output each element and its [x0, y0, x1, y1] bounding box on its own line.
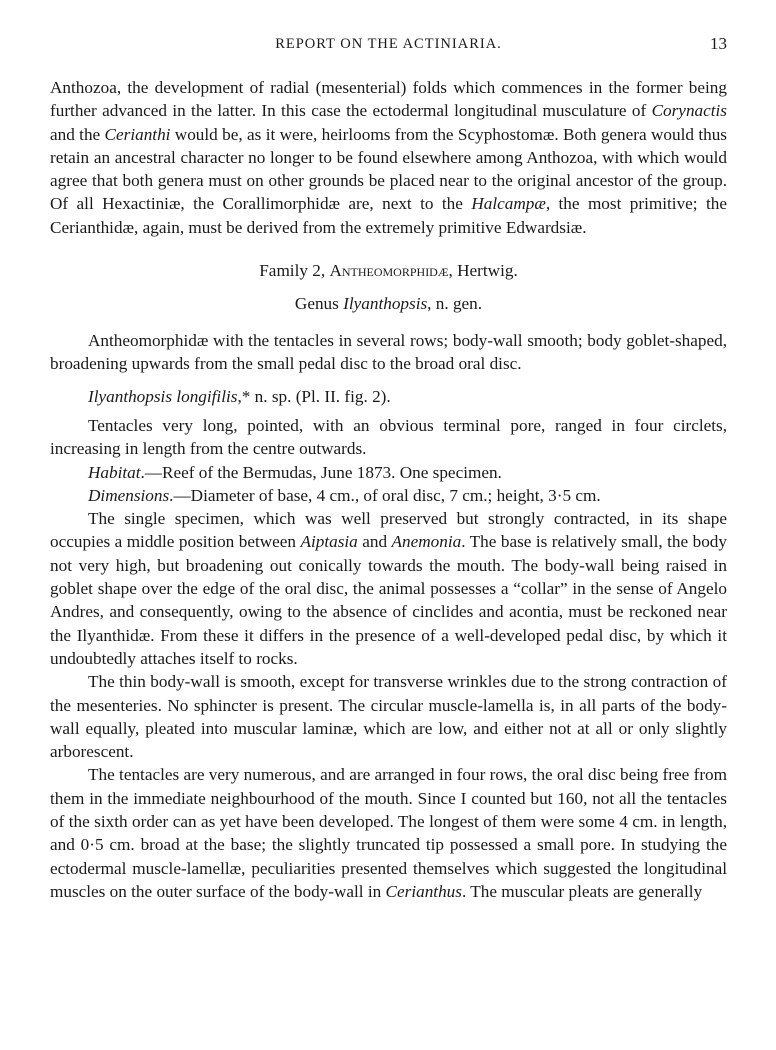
text-run: Anthozoa, the development of radial (mesenterial) folds which commences in the former being further advanced in the latter. In this case the ectodermal longitudinal musculature of: [50, 78, 727, 121]
family-heading: [50, 259, 727, 282]
italic-term: Cerianthi: [104, 124, 171, 144]
genus-diagnosis: Antheomorphidæ with the tentacles in several rows; body-wall smooth; body goblet-shaped, broadening upwards from the small pedal disc to the broad oral disc.: [50, 331, 727, 374]
species-heading: [50, 385, 727, 408]
dimensions-text: .—Diameter of base, 4 cm., of oral disc, 7 cm.; height, 3·5 cm.: [169, 485, 601, 505]
genus-suffix: , n. gen.: [427, 294, 483, 314]
habitat-text: .—Reef of the Bermudas, June 1873. One specimen.: [140, 462, 502, 482]
genus-prefix: Genus: [294, 294, 344, 314]
running-title: REPORT ON THE ACTINIARIA.: [275, 36, 502, 52]
italic-term: Corynactis: [651, 101, 727, 121]
page-number: 13: [710, 34, 727, 53]
paragraph-specimen: [50, 507, 727, 670]
family-prefix: Family 2,: [259, 261, 330, 281]
text-run: . The base is relatively small, the body not very high, but broadening out conically towards the mouth. The body-wall being raised in goblet shape over the edge of the oral disc, the animal possesses a “collar” in the sense of Angelo Andres, and consequently, owing to the absence of cinclides and acontia, must be reckoned near the Ilyanthidæ. From these it differs in the presence of a well-developed pedal disc, by which it undoubtedly attaches itself to rocks.: [50, 532, 727, 668]
italic-term: Halcampæ: [471, 194, 546, 214]
italic-term: Aiptasia: [300, 532, 358, 552]
paragraph-tentacles: [50, 763, 727, 903]
habitat-label: Habitat: [88, 462, 141, 482]
genus-name: Ilyanthopsis: [343, 294, 428, 314]
italic-term: Anemonia: [391, 532, 462, 552]
running-head: [50, 36, 727, 62]
family-name: Antheomorphidæ: [329, 261, 449, 281]
text-run: would be, as it were, heirlooms from the Scyphostomæ. Both genera would thus retain an ancestral character no longer to be found elsewhere among Anthozoa, with which would agree that both genera must on other grounds be placed near to the original ancestor of the group. Of all Hexactiniæ, the Corallimorphidæ are, next to the: [50, 124, 727, 214]
page: [50, 36, 727, 903]
text-run: The single specimen, which was well preserved but strongly contracted, in its shape occupies a middle position between: [50, 509, 727, 552]
species-name: Ilyanthopsis longifilis: [88, 386, 238, 406]
paragraph-body-wall: The thin body-wall is smooth, except for transverse wrinkles due to the strong contraction of the mesenteries. No sphincter is present. The circular muscle-lamella is, in all parts of the body-wall equally, pleated into muscular laminæ, which are low, and either not at all or only slightly arborescent.: [50, 672, 727, 762]
text-run: and the: [50, 124, 105, 144]
dimensions-line: [50, 484, 727, 507]
text-run: . The muscular pleats are generally: [461, 881, 703, 901]
text-run: and: [357, 532, 392, 552]
italic-term: Cerianthus: [385, 881, 462, 901]
species-diagnosis: Tentacles very long, pointed, with an obvious terminal pore, ranged in four circlets, increasing in length from the centre outwards.: [50, 415, 727, 459]
species-suffix: ,* n. sp. (Pl. II. fig. 2).: [237, 386, 391, 406]
habitat-line: [50, 461, 727, 484]
genus-heading: [50, 292, 727, 315]
paragraph-anthozoa: [50, 76, 727, 239]
text-run: , the most primitive; the Cerianthidæ, again, must be derived from the extremely primitive Edwardsiæ.: [50, 194, 727, 237]
family-suffix: , Hertwig.: [448, 261, 518, 281]
dimensions-label: Dimensions: [88, 485, 170, 505]
text-run: The tentacles are very numerous, and are arranged in four rows, the oral disc being free from them in the immediate neighbourhood of the mouth. Since I counted but 160, not all the tentacles of the sixth order can as yet have been developed. The longest of them were some 4 cm. in length, and 0·5 cm. broad at the base; the slightly truncated tip possessed a small pore. In studying the ectodermal muscle-lamellæ, peculiarities presented themselves which suggested the longitudinal muscles on the outer surface of the body-wall in: [50, 765, 727, 901]
